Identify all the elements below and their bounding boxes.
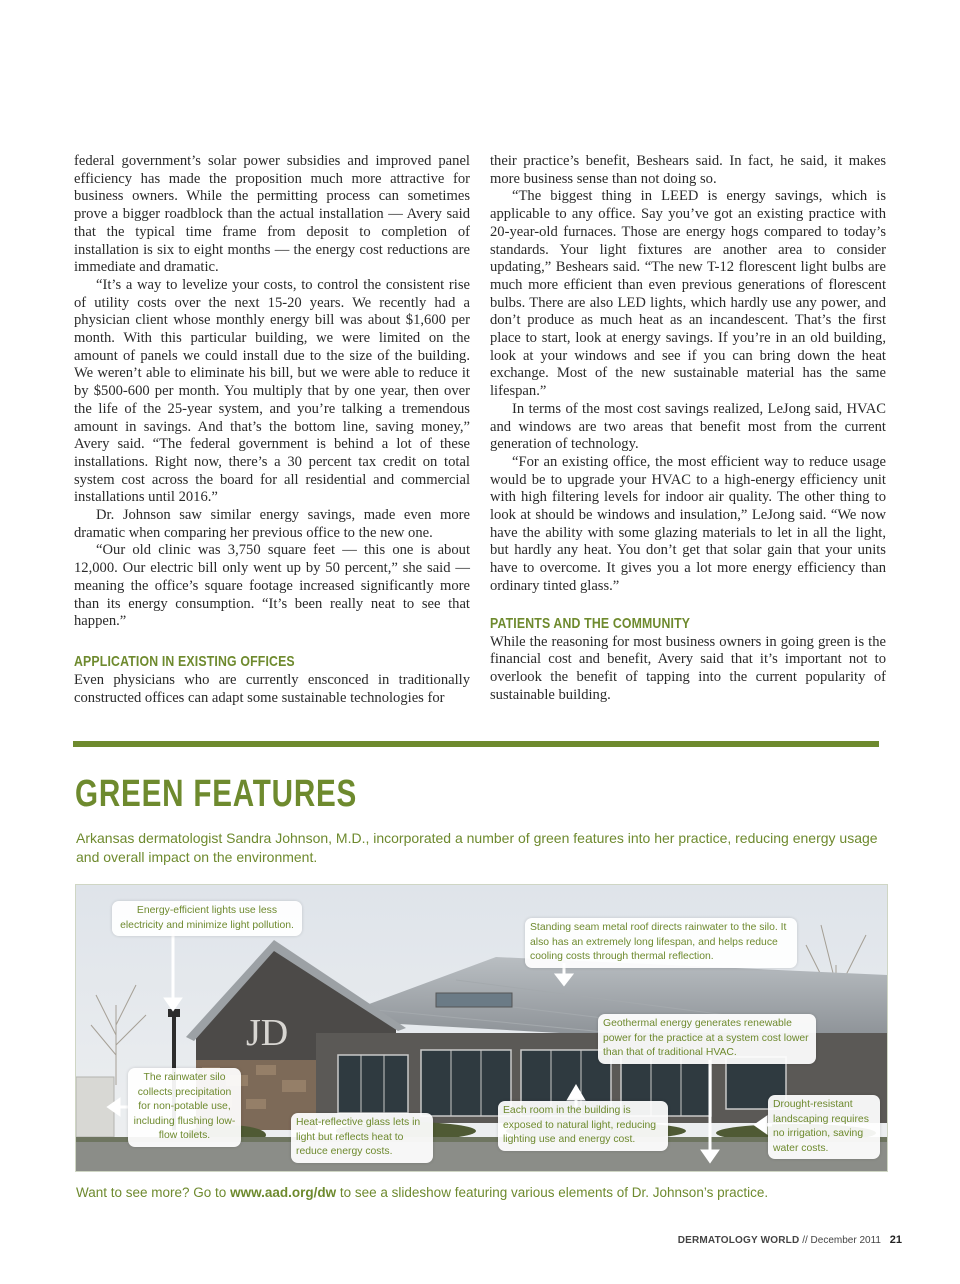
callout-glass: Heat-reflective glass lets in light but reflects heat to reduce energy costs. [291,1113,433,1163]
green-features-intro: Arkansas dermatologist Sandra Johnson, M.D., incorporated a number of green features into her practice, reducing energy usage and overall impact on the environment. [76,830,878,865]
see-more-suffix: to see a slideshow featuring various elements of Dr. Johnson’s practice. [339,1185,769,1200]
issue-date: December 2011 [810,1235,881,1246]
callout-silo: The rainwater silo collects precipitation for non-potable use, including flushing low-flow toilets. [128,1068,241,1147]
building-monogram: JD [246,1012,289,1054]
paragraph: their practice’s benefit, Beshears said. In fact, he said, it makes more business sense than not doing so. [490,153,886,187]
title-bold: FEATURES [193,773,358,815]
aad-link[interactable]: www.aad.org/dw [230,1185,337,1200]
see-more-note [76,1185,768,1200]
callout-room: Each room in the building is exposed to natural light, reducing lighting use and energy cost. [498,1101,668,1151]
title-light: GREEN [75,773,185,815]
green-features-title [75,772,357,816]
paragraph: “It’s a way to levelize your costs, to control the consistent rise of utility costs over the next 15-20 years. We recently had a physician client whose monthly energy bill was about $1,600 per month. With this particular building, we were limited on the amount of panels we could install due to the size of the building. We weren’t able to eliminate his bill, but we were able to reduce it by $500-600 per month. You multiply that by one year, then over the life of the 25-year system, and you’re talking a tremendous amount in savings. And that’s the bottom line, saving money,” Avery said. “The federal government is behind a lot of these installations. Right now, there’s a 30 percent tax credit on total system cost across the board for all residential and commercial installations until 2016.” [74,276,470,506]
callout-landscaping: Drought-resistant landscaping requires no irrigation, saving water costs. [768,1095,880,1159]
article-right-column [490,153,886,704]
paragraph: Even physicians who are currently ensconced in traditionally constructed offices can adapt some sustainable technologies for [74,671,470,706]
paragraph: “Our old clinic was 3,750 square feet — this one is about 12,000. Our electric bill only went up by 50 percent,” she said — meaning the office’s square footage increased significantly more than its energy consumption. “It’s been really neat to see that happen.” [74,542,470,630]
section-divider [73,741,879,747]
magazine-name: DERMATOLOGY WORLD [677,1235,800,1246]
see-more-prefix: Want to see more? Go to [76,1185,227,1200]
callout-roof: Standing seam metal roof directs rainwater to the silo. It also has an extremely long lifespan, and helps reduce cooling costs through thermal reflection. [525,918,797,968]
section-subhead: APPLICATION IN EXISTING OFFICES [74,652,295,670]
paragraph: In terms of the most cost savings realized, LeJong said, HVAC and windows are two areas that benefit most from the current generation of technology. [490,400,886,453]
callout-lights: Energy-efficient lights use less electricity and minimize light pollution. [112,901,302,936]
section-subhead: PATIENTS AND THE COMMUNITY [490,614,691,632]
paragraph: “For an existing office, the most efficient way to reduce usage would be to upgrade your HVAC to a high-energy efficiency unit with high filtering levels for indoor air quality. The other thing to look at should be windows and insulation,” LeJong said. “We now have the ability with some glazing materials to let in all the light, but hardly any heat. You don’t get that solar gain that your units have to overcome. It gives you a lot more energy efficiency than ordinary tinted glass.” [490,453,886,594]
article-left-column [74,153,470,707]
paragraph: “The biggest thing in LEED is energy savings, which is applicable to any office. Say you’ve got an existing practice with 20-year-old furnaces. Those are energy hogs compared to today’s standards. Your light fixtures are another area to consider updating,” Beshears said. “The new T-12 florescent light bulbs are much more efficient than even previous generations of florescent bulbs. There are also LED lights, which hardly use any power, and don’t produce as much heat as an incandescent. That’s the first place to start, look at energy savings. If you’re in an old building, look at your windows and see if you can bring down the heat exchange. Most of the new sustainable material has the same lifespan.” [490,188,886,400]
callout-geothermal: Geothermal energy generates renewable power for the practice at a system cost lower than that of traditional HVAC. [598,1014,816,1064]
folio-separator: // [802,1235,808,1246]
page-folio [678,1234,902,1246]
paragraph: federal government’s solar power subsidies and improved panel efficiency has made the proposition much more attractive for business owners. While the permitting process can sometimes prove a bigger roadblock than the actual installation — Avery said that the typical time frame from deposit to completion of installation is six to eight months — the energy cost reductions are immediate and dramatic. [74,153,470,276]
paragraph: While the reasoning for most business owners in going green is the financial cost and benefit, Avery said that it’s important not to overlook the benefit of tapping into the current popularity of sustainable building. [490,633,886,703]
paragraph: Dr. Johnson saw similar energy savings, made even more dramatic when comparing her previous office to the new one. [74,507,470,541]
building-photo [75,884,888,1172]
page-number: 21 [889,1234,902,1246]
